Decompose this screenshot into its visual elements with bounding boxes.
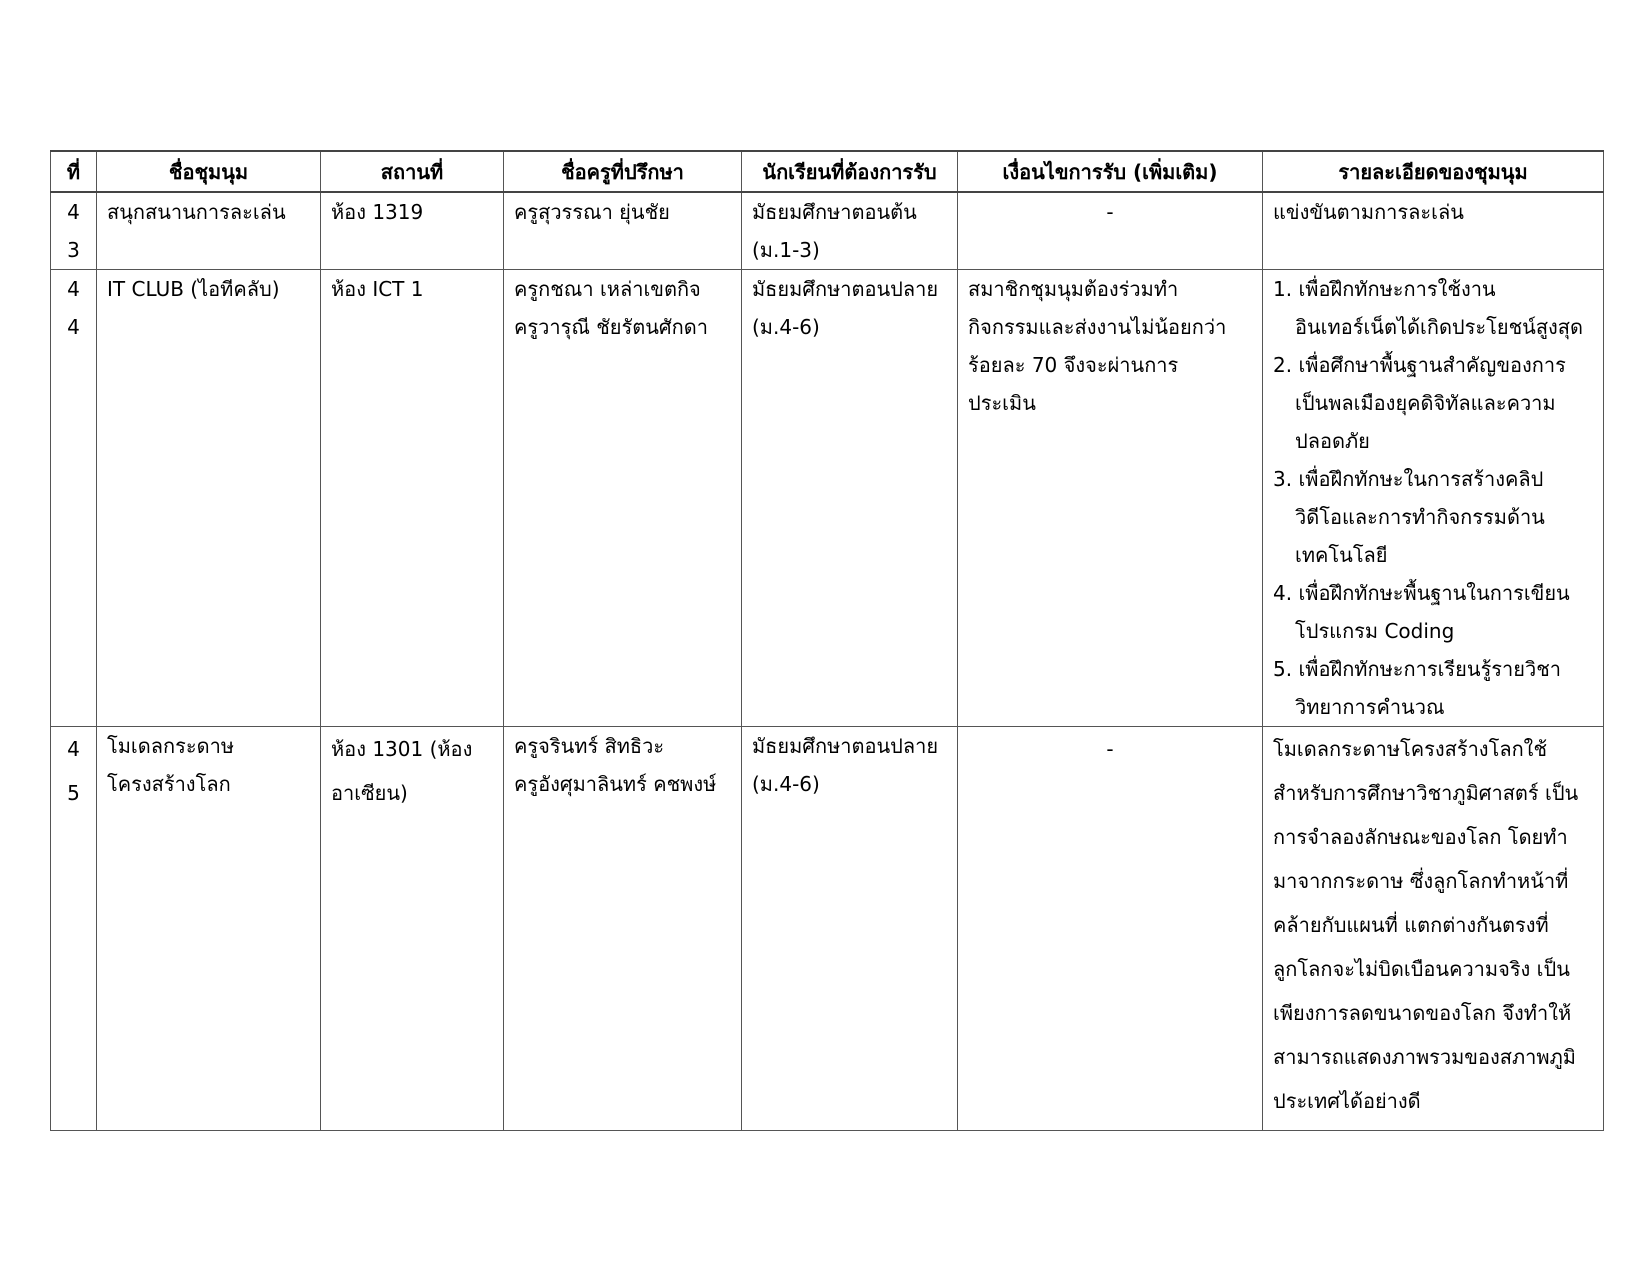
text-line: ห้อง ICT 1	[331, 277, 424, 301]
text-line: ห้อง 1319	[331, 200, 424, 224]
advisor	[504, 727, 742, 1131]
row-number: 44	[51, 270, 97, 727]
table-header	[51, 151, 1604, 192]
text-line: ลูกโลกจะไม่บิดเบือนความจริง เป็น	[1273, 957, 1570, 981]
table-row	[51, 727, 1604, 1131]
club-name	[97, 192, 321, 270]
header-details: รายละเอียดของชุมนุม	[1263, 151, 1604, 192]
text-line: (ม.1-3)	[752, 238, 820, 262]
table-body	[51, 192, 1604, 1131]
text-line: โมเดลกระดาษ	[107, 734, 235, 758]
list-item: 5. เพื่อฝึกทักษะการเรียนรู้รายวิชา วิทยาการคำนวณ	[1273, 657, 1562, 719]
text-line: สามารถแสดงภาพรวมของสภาพภูมิ	[1273, 1045, 1576, 1069]
table-row	[51, 270, 1604, 727]
conditions	[958, 192, 1263, 270]
details-list	[1273, 270, 1593, 726]
club-table	[50, 150, 1604, 1131]
text-line: ครูสุวรรณา ยุ่นชัย	[514, 200, 670, 224]
text-line: ครูจรินทร์ สิทธิวะ	[514, 734, 665, 758]
text-line: มัธยมศึกษาตอนต้น	[752, 200, 917, 224]
text-line: ร้อยละ 70 จึงจะผ่านการ	[968, 353, 1179, 377]
header-no: ที่	[51, 151, 97, 192]
text-line: สนุกสนานการละเล่น	[107, 200, 286, 224]
list-item: 2. เพื่อศึกษาพื้นฐานสำคัญของการ เป็นพลเมืองยุคดิจิทัลและความ ปลอดภัย	[1273, 353, 1566, 453]
details	[1263, 727, 1604, 1131]
text-line: โครงสร้างโลก	[107, 772, 231, 796]
text-line: มัธยมศึกษาตอนปลาย	[752, 734, 939, 758]
text-line: คล้ายกับแผนที่ แตกต่างกันตรงที่	[1273, 913, 1549, 937]
place	[321, 727, 504, 1131]
header-conditions: เงื่อนไขการรับ (เพิ่มเติม)	[958, 151, 1263, 192]
text-line: มัธยมศึกษาตอนปลาย	[752, 277, 939, 301]
text-line: -	[1106, 737, 1114, 761]
list-item: 4. เพื่อฝึกทักษะพื้นฐานในการเขียน โปรแกรม Coding	[1273, 581, 1570, 643]
advisor	[504, 270, 742, 727]
advisor	[504, 192, 742, 270]
header-row	[51, 151, 1604, 192]
header-advisor: ชื่อครูที่ปรึกษา	[504, 151, 742, 192]
place	[321, 192, 504, 270]
text-line: -	[1106, 200, 1114, 224]
text-line: ครูอังศุมาลินทร์ คชพงษ์	[514, 772, 717, 796]
text-line: ประเมิน	[968, 391, 1036, 415]
club-name	[97, 270, 321, 727]
row-number: 43	[51, 192, 97, 270]
table-row	[51, 192, 1604, 270]
text-line: อาเซียน)	[331, 781, 408, 805]
conditions	[958, 727, 1263, 1131]
text-line: IT CLUB (ไอทีคลับ)	[107, 277, 280, 301]
text-line: (ม.4-6)	[752, 315, 820, 339]
conditions	[958, 270, 1263, 727]
text-line: ประเทศได้อย่างดี	[1273, 1089, 1421, 1113]
header-place: สถานที่	[321, 151, 504, 192]
list-item: 3. เพื่อฝึกทักษะในการสร้างคลิป วิดีโอและการทำกิจกรรมด้าน เทคโนโลยี	[1273, 467, 1545, 567]
details	[1263, 270, 1604, 727]
text-line: (ม.4-6)	[752, 772, 820, 796]
club-name	[97, 727, 321, 1131]
row-number: 45	[51, 727, 97, 1131]
text-line: ครูวารุณี ชัยรัตนศักดา	[514, 315, 708, 339]
header-club: ชื่อชุมนุม	[97, 151, 321, 192]
text-line: กิจกรรมและส่งงานไม่น้อยกว่า	[968, 315, 1227, 339]
text-line: สำหรับการศึกษาวิชาภูมิศาสตร์ เป็น	[1273, 781, 1579, 805]
students	[742, 270, 958, 727]
text-line: การจำลองลักษณะของโลก โดยทำ	[1273, 825, 1568, 849]
header-students: นักเรียนที่ต้องการรับ	[742, 151, 958, 192]
place	[321, 270, 504, 727]
text-line: มาจากกระดาษ ซึ่งลูกโลกทำหน้าที่	[1273, 869, 1569, 893]
text-line: ครูกชณา เหล่าเขตกิจ	[514, 277, 701, 301]
students	[742, 727, 958, 1131]
text-line: แข่งขันตามการละเล่น	[1273, 200, 1464, 224]
text-line: ห้อง 1301 (ห้อง	[331, 737, 473, 761]
text-line: สมาชิกชุมนุมต้องร่วมทำ	[968, 277, 1179, 301]
list-item: 1. เพื่อฝึกทักษะการใช้งาน อินเทอร์เน็ตได้เกิดประโยชน์สูงสุด	[1273, 277, 1583, 339]
text-line: โมเดลกระดาษโครงสร้างโลกใช้	[1273, 737, 1548, 761]
details	[1263, 192, 1604, 270]
text-line: เพียงการลดขนาดของโลก จึงทำให้	[1273, 1001, 1572, 1025]
students	[742, 192, 958, 270]
